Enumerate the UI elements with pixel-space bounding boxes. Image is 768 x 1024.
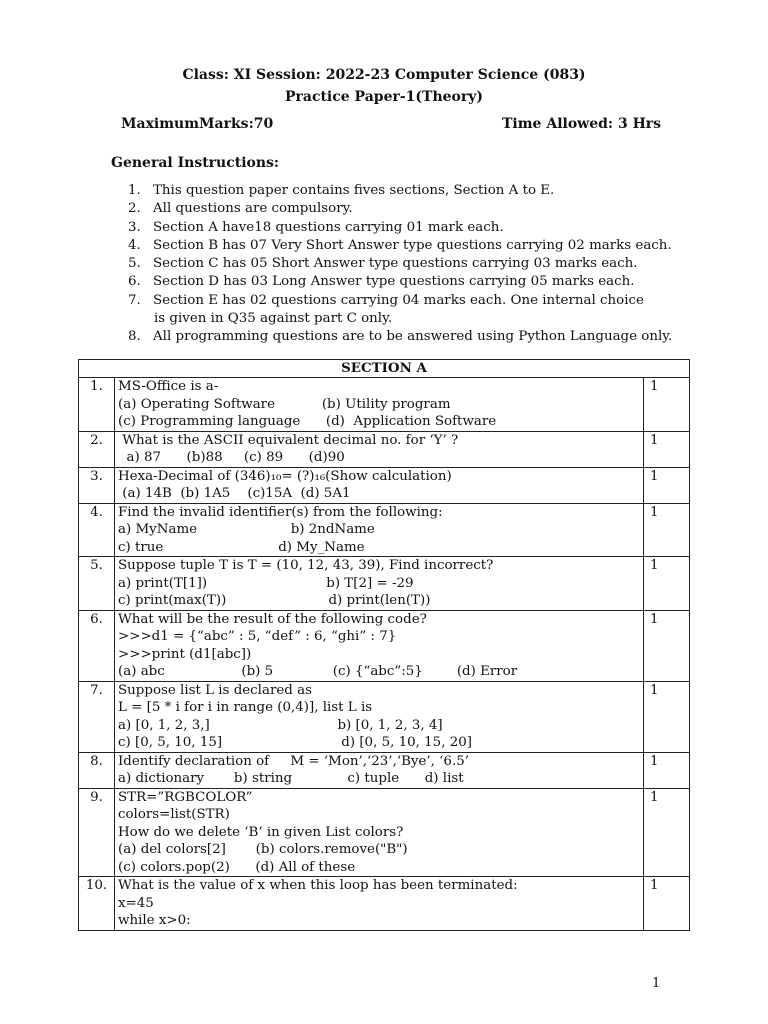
question-row (79, 752, 690, 788)
instruction-item (128, 237, 688, 255)
instruction-number: 2. (128, 201, 141, 217)
question-marks: 1 (644, 378, 690, 432)
question-number: 10. (79, 877, 115, 931)
question-line: a) print(T[1]) b) T[2] = -29 (118, 575, 414, 591)
page-number: 1 (652, 976, 661, 991)
question-body (115, 788, 644, 877)
question-line: (a) Operating Software (b) Utility program (118, 396, 451, 412)
instruction-text: Section A have18 questions carrying 01 mark each. (153, 219, 504, 235)
instruction-text: Section D has 03 Long Answer type questions carrying 05 marks each. (153, 274, 635, 290)
question-line: x=45 (118, 895, 154, 911)
question-number: 9. (79, 788, 115, 877)
question-body (115, 557, 644, 611)
instruction-number: 6. (128, 274, 141, 290)
question-text: What is the ASCII equivalent decimal no. for ‘Y’ ? (118, 432, 459, 448)
question-line: (a) abc (b) 5 (c) {“abc”:5} (d) Error (118, 664, 518, 679)
question-number: 3. (79, 467, 115, 503)
question-number: 2. (79, 431, 115, 467)
instruction-item (128, 328, 688, 346)
time-allowed: Time Allowed: 3 Hrs (502, 116, 662, 132)
question-text: Find the invalid identifier(s) from the following: (118, 504, 443, 520)
paper-subtitle: Practice Paper-1(Theory) (284, 89, 484, 105)
instruction-item (128, 182, 688, 200)
instruction-item (128, 255, 688, 273)
general-instructions-heading: General Instructions: (111, 155, 280, 171)
question-line: c) print(max(T)) d) print(len(T)) (118, 593, 431, 608)
section-a-heading: SECTION A (79, 360, 690, 378)
instruction-number: 7. (128, 292, 141, 308)
instruction-text: All questions are compulsory. (153, 201, 353, 217)
question-line: >>>d1 = {“abc” : 5, “def” : 6, “ghi” : 7} (118, 629, 397, 644)
question-body (115, 431, 644, 467)
question-line: a) 87 (b)88 (c) 89 (d)90 (118, 450, 345, 465)
instruction-number: 3. (128, 219, 141, 235)
question-row (79, 681, 690, 752)
question-line: (c) colors.pop(2) (d) All of these (118, 859, 356, 875)
instruction-item (128, 200, 688, 218)
question-line: a) dictionary b) string c) tuple d) list (118, 771, 464, 786)
instruction-text: This question paper contains fives sections, Section A to E. (153, 183, 555, 198)
question-marks: 1 (644, 788, 690, 877)
instruction-number: 5. (128, 256, 141, 272)
question-marks: 1 (644, 752, 690, 788)
instruction-item (128, 219, 688, 237)
question-marks: 1 (644, 877, 690, 931)
question-body (115, 467, 644, 503)
question-marks: 1 (644, 681, 690, 752)
section-a-table (78, 359, 690, 931)
question-body (115, 681, 644, 752)
question-line: a) MyName b) 2ndName (118, 522, 375, 537)
instruction-item (128, 292, 688, 310)
question-text: Hexa-Decimal of (346)₁₀= (?)₁₆(Show calculation) (118, 468, 452, 484)
question-text: MS-Office is a- (118, 379, 219, 394)
instruction-item (128, 273, 688, 291)
question-line: c) [0, 5, 10, 15] d) [0, 5, 10, 15, 20] (118, 735, 472, 750)
question-line: colors=list(STR) (118, 807, 230, 822)
question-text: STR=”RGBCOLOR” (118, 789, 253, 805)
question-number: 6. (79, 610, 115, 681)
question-row (79, 378, 690, 432)
question-line: >>>print (d1[abc]) (118, 646, 252, 662)
question-text: Suppose list L is declared as (118, 682, 312, 698)
question-line: (a) del colors[2] (b) colors.remove("B") (118, 842, 408, 857)
instruction-number: 4. (128, 237, 141, 253)
question-row (79, 431, 690, 467)
question-number: 1. (79, 378, 115, 432)
instruction-text: Section C has 05 Short Answer type questions carrying 03 marks each. (153, 256, 638, 272)
question-line: (a) 14B (b) 1A5 (c)15A (d) 5A1 (118, 486, 351, 501)
question-marks: 1 (644, 610, 690, 681)
instruction-number: 8. (128, 329, 141, 345)
instructions-list (128, 182, 688, 347)
question-row (79, 788, 690, 877)
instruction-continuation: is given in Q35 against part C only. (154, 311, 393, 327)
question-number: 7. (79, 681, 115, 752)
question-body (115, 610, 644, 681)
question-number: 5. (79, 557, 115, 611)
question-row (79, 610, 690, 681)
question-number: 4. (79, 503, 115, 557)
instruction-number: 1. (128, 183, 141, 198)
instruction-text: Section E has 02 questions carrying 04 marks each. One internal choice (153, 292, 644, 308)
question-body (115, 378, 644, 432)
question-line: a) [0, 1, 2, 3,] b) [0, 1, 2, 3, 4] (118, 717, 443, 733)
paper-title: Class: XI Session: 2022-23 Computer Science (083) (182, 67, 586, 83)
question-text: Suppose tuple T is T = (10, 12, 43, 39), Find incorrect? (118, 558, 494, 573)
question-body (115, 752, 644, 788)
question-marks: 1 (644, 467, 690, 503)
question-marks: 1 (644, 557, 690, 611)
question-number: 8. (79, 752, 115, 788)
question-line: c) true d) My_Name (118, 539, 365, 555)
question-marks: 1 (644, 431, 690, 467)
question-body (115, 877, 644, 931)
question-line: (c) Programming language (d) Application Software (118, 414, 497, 429)
question-row (79, 467, 690, 503)
question-row (79, 503, 690, 557)
question-text: What is the value of x when this loop has been terminated: (118, 878, 518, 893)
question-line: How do we delete ‘B’ in given List colors? (118, 824, 404, 840)
question-row (79, 557, 690, 611)
question-line: while x>0: (118, 913, 191, 928)
instruction-text: Section B has 07 Very Short Answer type questions carrying 02 marks each. (153, 237, 672, 253)
question-line: L = [5 * i for i in range (0,4)], list L is (118, 700, 373, 715)
question-text: What will be the result of the following code? (118, 611, 427, 627)
question-marks: 1 (644, 503, 690, 557)
question-text: Identify declaration of M = ‘Mon’,‘23’,‘Bye’, ‘6.5’ (118, 753, 469, 769)
instruction-text: All programming questions are to be answered using Python Language only. (153, 329, 673, 345)
question-row (79, 877, 690, 931)
question-body (115, 503, 644, 557)
max-marks: MaximumMarks:70 (121, 116, 274, 132)
